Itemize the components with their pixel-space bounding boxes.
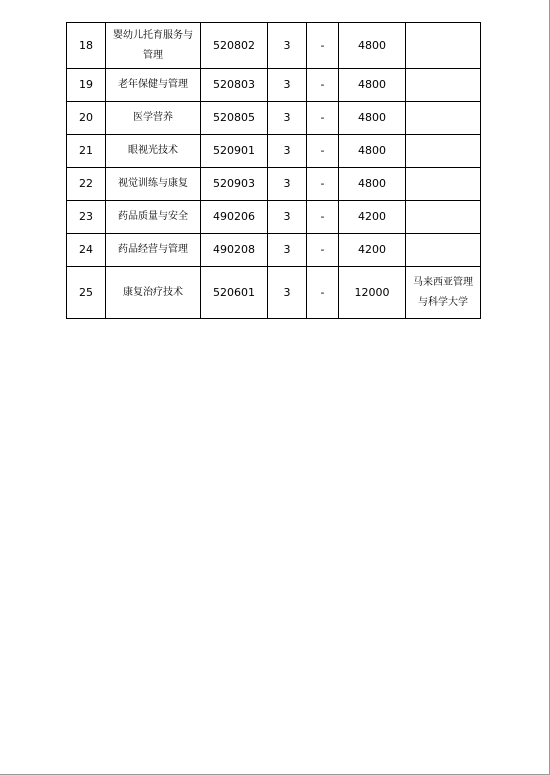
row-number: 21 bbox=[67, 135, 106, 168]
partner-institution bbox=[406, 201, 481, 234]
study-years: 3 bbox=[268, 201, 307, 234]
row-number: 23 bbox=[67, 201, 106, 234]
row-number: 20 bbox=[67, 102, 106, 135]
partner-institution bbox=[406, 23, 481, 69]
program-code: 520803 bbox=[201, 69, 268, 102]
study-years: 3 bbox=[268, 135, 307, 168]
row-number: 22 bbox=[67, 168, 106, 201]
row-number: 19 bbox=[67, 69, 106, 102]
tuition-fee: 4800 bbox=[339, 102, 406, 135]
partner-institution bbox=[406, 69, 481, 102]
dash-cell: - bbox=[307, 69, 339, 102]
program-code: 490208 bbox=[201, 234, 268, 267]
program-code: 520802 bbox=[201, 23, 268, 69]
partner-institution bbox=[406, 234, 481, 267]
table-row bbox=[67, 234, 481, 267]
table-row bbox=[67, 102, 481, 135]
program-name: 药品质量与安全 bbox=[106, 201, 201, 234]
tuition-fee: 4200 bbox=[339, 234, 406, 267]
study-years: 3 bbox=[268, 267, 307, 319]
program-name: 老年保健与管理 bbox=[106, 69, 201, 102]
tuition-fee: 4800 bbox=[339, 135, 406, 168]
program-name: 医学营养 bbox=[106, 102, 201, 135]
tuition-fee: 12000 bbox=[339, 267, 406, 319]
program-code: 520903 bbox=[201, 168, 268, 201]
row-number: 18 bbox=[67, 23, 106, 69]
study-years: 3 bbox=[268, 234, 307, 267]
table-row bbox=[67, 168, 481, 201]
study-years: 3 bbox=[268, 69, 307, 102]
study-years: 3 bbox=[268, 102, 307, 135]
row-number: 24 bbox=[67, 234, 106, 267]
program-code: 520901 bbox=[201, 135, 268, 168]
program-code: 520805 bbox=[201, 102, 268, 135]
tuition-fee: 4800 bbox=[339, 23, 406, 69]
dash-cell: - bbox=[307, 234, 339, 267]
program-code: 520601 bbox=[201, 267, 268, 319]
program-name: 眼视光技术 bbox=[106, 135, 201, 168]
table-row bbox=[67, 201, 481, 234]
dash-cell: - bbox=[307, 201, 339, 234]
table-row bbox=[67, 267, 481, 319]
dash-cell: - bbox=[307, 102, 339, 135]
row-number: 25 bbox=[67, 267, 106, 319]
program-name: 康复治疗技术 bbox=[106, 267, 201, 319]
partner-institution bbox=[406, 135, 481, 168]
partner-institution bbox=[406, 102, 481, 135]
tuition-fee: 4800 bbox=[339, 168, 406, 201]
program-code: 490206 bbox=[201, 201, 268, 234]
tuition-fee: 4800 bbox=[339, 69, 406, 102]
dash-cell: - bbox=[307, 23, 339, 69]
dash-cell: - bbox=[307, 168, 339, 201]
program-fee-table bbox=[66, 22, 481, 319]
program-name: 视觉训练与康复 bbox=[106, 168, 201, 201]
program-name: 婴幼儿托育服务与管理 bbox=[106, 23, 201, 69]
table-row bbox=[67, 69, 481, 102]
partner-institution bbox=[406, 168, 481, 201]
study-years: 3 bbox=[268, 168, 307, 201]
dash-cell: - bbox=[307, 267, 339, 319]
dash-cell: - bbox=[307, 135, 339, 168]
study-years: 3 bbox=[268, 23, 307, 69]
tuition-fee: 4200 bbox=[339, 201, 406, 234]
table-row bbox=[67, 135, 481, 168]
table-row bbox=[67, 23, 481, 69]
partner-institution: 马来西亚管理与科学大学 bbox=[406, 267, 481, 319]
program-name: 药品经营与管理 bbox=[106, 234, 201, 267]
